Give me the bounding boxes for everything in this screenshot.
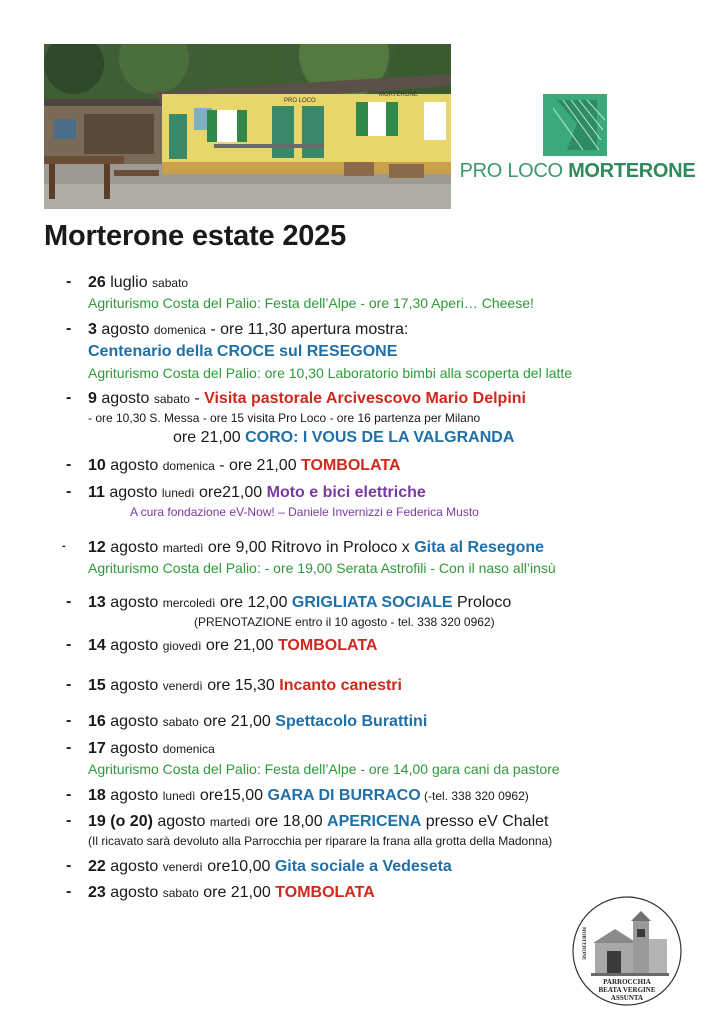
event-coro: ore 21,00 CORO: I VOUS DE LA VALGRANDA — [173, 429, 515, 446]
seal-line2: BEATA VERGINE — [598, 986, 656, 994]
event-note: (PRENOTAZIONE entro il 10 agosto - tel. 338 320 0962) — [194, 615, 495, 629]
event-11-agosto: 11 agosto lunedì ore21,00 Moto e bici elettriche — [88, 484, 426, 501]
event-note: - ore 10,30 S. Messa - ore 15 visita Pro Loco - ore 16 partenza per Milano — [88, 411, 481, 425]
event-19-agosto: 19 (o 20) agosto martedì ore 18,00 APERICENA presso eV Chalet — [88, 813, 549, 830]
proloco-logo — [455, 92, 700, 187]
seal-line3: ASSUNTA — [610, 994, 644, 1002]
event-13-agosto: 13 agosto mercoledì ore 12,00 GRIGLIATA SOCIALE Proloco — [88, 594, 512, 611]
event-22-agosto: 22 agosto venerdì ore10,00 Gita sociale a Vedeseta — [88, 858, 452, 875]
event-9-agosto: 9 agosto sabato - Visita pastorale Arcivescovo Mario Delpini — [88, 390, 526, 407]
event-17-agosto: 17 agosto domenica — [88, 740, 215, 757]
event-14-agosto: 14 agosto giovedì ore 21,00 TOMBOLATA — [88, 637, 378, 654]
event-15-agosto: 15 agosto venerdì ore 15,30 Incanto canestri — [88, 677, 402, 694]
event-sub: A cura fondazione eV-Now! – Daniele Invernizzi e Federica Musto — [130, 505, 479, 519]
event-note: (Il ricavato sarà devoluto alla Parrocchia per riparare la frana alla grotta della Madonna) — [88, 834, 553, 848]
mountain-chalet-illustration — [44, 44, 451, 209]
building-sign-right: MORTERONE — [379, 92, 418, 98]
event-10-agosto: 10 agosto domenica - ore 21,00 TOMBOLATA — [88, 457, 401, 474]
event-highlight: Centenario della CROCE sul RESEGONE — [88, 343, 398, 360]
event-18-agosto: 18 agosto lunedì ore15,00 GARA DI BURRACO (-tel. 338 320 0962) — [88, 787, 529, 804]
logo-text-bold: MORTERONE — [568, 160, 696, 182]
event-12-agosto: 12 agosto martedì ore 9,00 Ritrovo in Proloco x Gita al Resegone — [88, 539, 545, 556]
tree-logo-icon — [543, 94, 607, 156]
event-26-luglio: 26 luglio sabato — [88, 274, 189, 291]
page-title: Morterone estate 2025 — [44, 220, 347, 252]
logo-text-light: PRO LOCO — [459, 160, 569, 182]
event-sub: Agriturismo Costa del Palio: Festa dell’Alpe - ore 17,30 Aperi… Cheese! — [88, 295, 534, 311]
event-sub: Agriturismo Costa del Palio: - ore 19,00 Serata Astrofili - Con il naso all’insù — [88, 560, 556, 576]
event-23-agosto: 23 agosto sabato ore 21,00 TOMBOLATA — [88, 884, 375, 901]
event-sub: Agriturismo Costa del Palio: Festa dell’Alpe - ore 14,00 gara cani da pastore — [88, 761, 560, 777]
logo-text — [455, 160, 700, 183]
seal-line1: PARROCCHIA — [603, 978, 651, 986]
header-photo — [44, 44, 451, 209]
building-sign-left: PRO LOCO — [284, 98, 316, 104]
event-16-agosto: 16 agosto sabato ore 21,00 Spettacolo Burattini — [88, 713, 428, 730]
parish-seal — [571, 895, 683, 1007]
church-seal-icon — [571, 895, 683, 1007]
event-sub: Agriturismo Costa del Palio: ore 10,30 Laboratorio bimbi alla scoperta del latte — [88, 365, 573, 381]
event-3-agosto: 3 agosto domenica - ore 11,30 apertura mostra: — [88, 321, 409, 338]
seal-side-text: MORTERONE — [580, 927, 586, 961]
